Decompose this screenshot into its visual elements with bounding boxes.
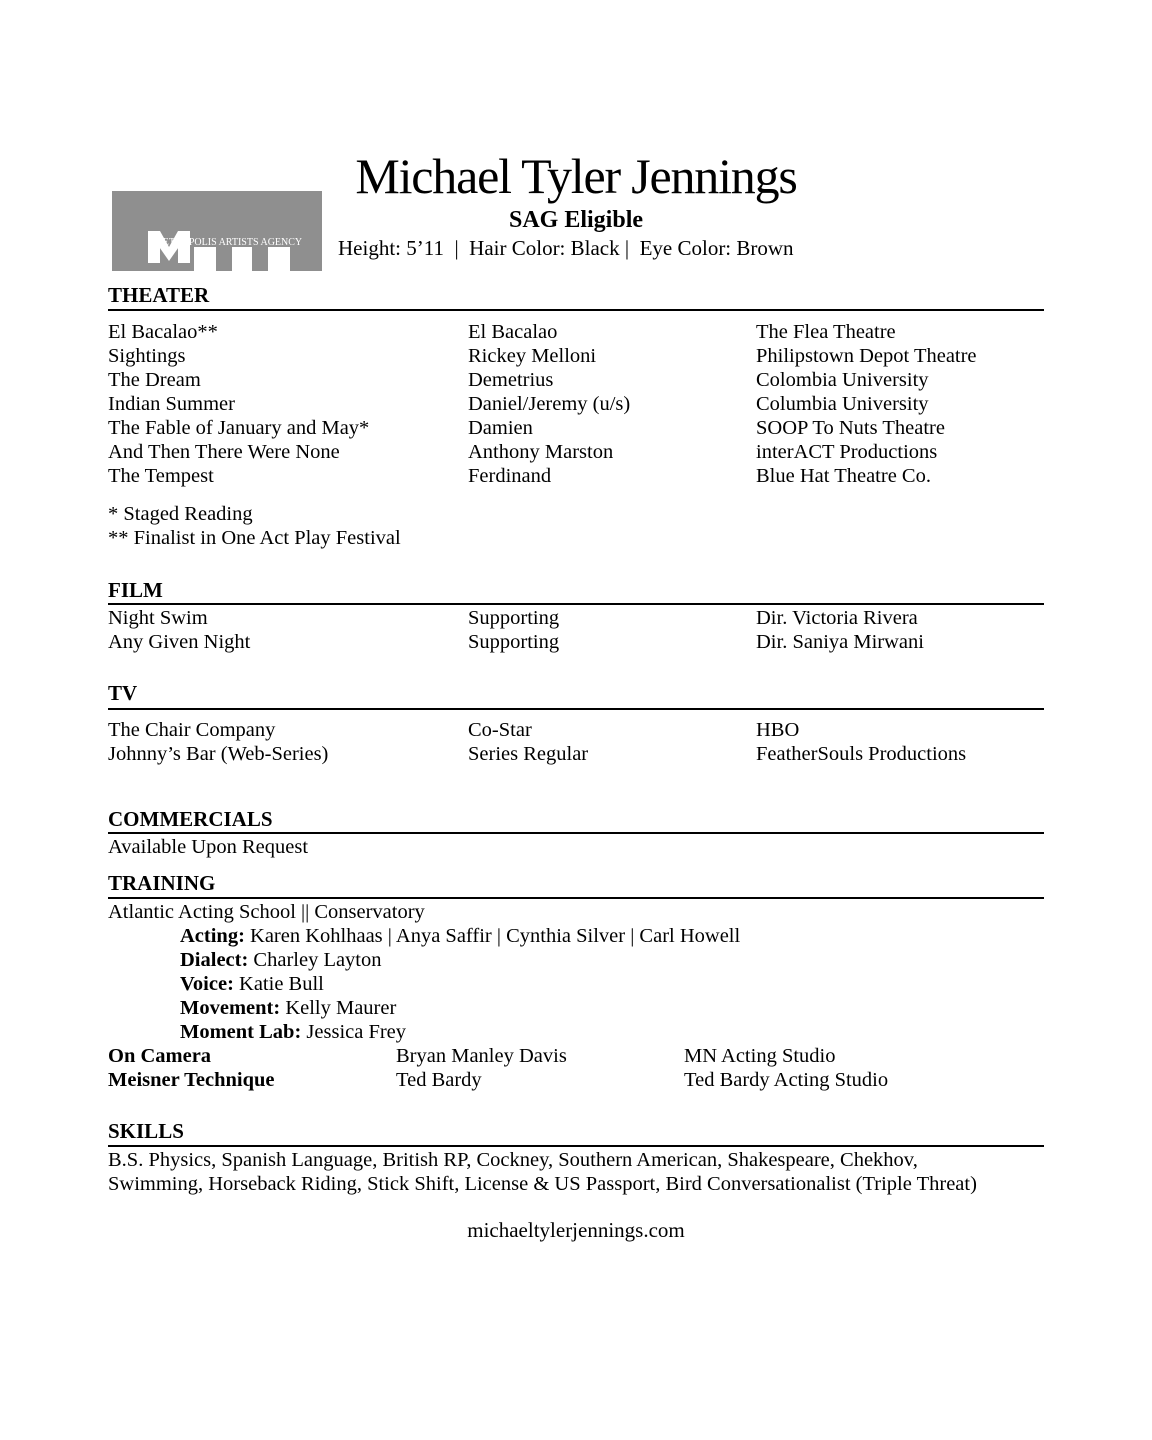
company-cell: interACT Productions [756, 441, 938, 463]
role-cell: Series Regular [468, 743, 589, 765]
film-row [108, 630, 1044, 654]
role-cell: Damien [468, 417, 533, 439]
title-cell: Any Given Night [108, 631, 251, 653]
company-cell: Columbia University [756, 393, 929, 415]
tv-row [108, 718, 1044, 742]
website-link[interactable]: michaeltylerjennings.com [467, 1218, 685, 1242]
company-cell: Dir. Saniya Mirwani [756, 631, 924, 653]
tv-divider [108, 708, 1044, 710]
training-teacher-line [180, 996, 396, 1020]
role-cell: Daniel/Jeremy (u/s) [468, 393, 631, 415]
theater-row [108, 416, 1044, 440]
title-cell: And Then There Were None [108, 441, 340, 463]
training-discipline: Voice: [180, 973, 234, 995]
training-teacher-line [180, 1020, 406, 1044]
title-cell: On Camera [108, 1045, 212, 1067]
physical-stats: Height: 5’11 | Hair Color: Black | Eye Color: Brown [338, 236, 794, 260]
role-cell: Demetrius [468, 369, 554, 391]
training-discipline: Dialect: [180, 949, 249, 971]
commercials-text: Available Upon Request [108, 836, 309, 858]
training-teacher-line [180, 948, 382, 972]
company-cell: Philipstown Depot Theatre [756, 345, 977, 367]
training-discipline: Moment Lab: [180, 1021, 302, 1043]
training-teachers-text: Jessica Frey [301, 1021, 407, 1043]
company-cell: The Flea Theatre [756, 321, 896, 343]
company-cell: SOOP To Nuts Theatre [756, 417, 945, 439]
skills-line-2: Swimming, Horseback Riding, Stick Shift, License & US Passport, Bird Conversationalist (Triple Threat) [108, 1173, 977, 1195]
role-cell: Ferdinand [468, 465, 552, 487]
film-row [108, 606, 1044, 630]
training-teachers-text: Charley Layton [248, 949, 382, 971]
theater-row [108, 392, 1044, 416]
theater-row [108, 440, 1044, 464]
role-cell: Ted Bardy [396, 1069, 482, 1091]
actor-name: Michael Tyler Jennings [355, 148, 797, 204]
film-heading: FILM [108, 578, 163, 602]
training-row [108, 1068, 1044, 1092]
company-cell: Ted Bardy Acting Studio [684, 1069, 889, 1091]
union-status: SAG Eligible [508, 207, 644, 233]
role-cell: Bryan Manley Davis [396, 1045, 567, 1067]
theater-heading: THEATER [108, 283, 210, 307]
company-cell: Colombia University [756, 369, 929, 391]
training-teacher-line [180, 924, 740, 948]
training-discipline: Movement: [180, 997, 281, 1019]
company-cell: FeatherSouls Productions [756, 743, 967, 765]
training-teacher-line [180, 972, 324, 996]
training-school: Atlantic Acting School || Conservatory [108, 901, 425, 923]
title-cell: Johnny’s Bar (Web-Series) [108, 743, 329, 765]
training-teachers-text: Karen Kohlhaas | Anya Saffir | Cynthia Silver | Carl Howell [244, 925, 741, 947]
skills-heading: SKILLS [108, 1119, 184, 1143]
skills-divider [108, 1145, 1044, 1147]
company-cell: MN Acting Studio [684, 1045, 836, 1067]
company-cell: Blue Hat Theatre Co. [756, 465, 931, 487]
agency-logo-text: METROPOLIS ARTISTS AGENCY [153, 237, 303, 248]
title-cell: The Dream [108, 369, 201, 391]
commercials-heading: COMMERCIALS [108, 807, 273, 831]
title-cell: The Chair Company [108, 719, 276, 741]
title-cell: Meisner Technique [108, 1069, 275, 1091]
training-heading: TRAINING [108, 871, 216, 895]
role-cell: Rickey Melloni [468, 345, 597, 367]
skills-line-1: B.S. Physics, Spanish Language, British RP, Cockney, Southern American, Shakespeare, Chekhov, [108, 1149, 918, 1171]
theater-note-staged: * Staged Reading [108, 503, 253, 525]
theater-row [108, 320, 1044, 344]
film-divider [108, 603, 1044, 605]
theater-row [108, 344, 1044, 368]
theater-row [108, 464, 1044, 488]
title-cell: The Tempest [108, 465, 214, 487]
company-cell: HBO [756, 719, 800, 741]
training-discipline: Acting: [180, 925, 245, 947]
title-cell: Night Swim [108, 607, 208, 629]
commercials-divider [108, 832, 1044, 834]
role-cell: Supporting [468, 607, 560, 629]
company-cell: Dir. Victoria Rivera [756, 607, 918, 629]
theater-row [108, 368, 1044, 392]
role-cell: Anthony Marston [468, 441, 614, 463]
theater-note-finalist: ** Finalist in One Act Play Festival [108, 527, 401, 549]
training-divider [108, 897, 1044, 899]
title-cell: Indian Summer [108, 393, 235, 415]
theater-divider [108, 309, 1044, 311]
role-cell: El Bacalao [468, 321, 558, 343]
tv-heading: TV [108, 681, 138, 705]
title-cell: El Bacalao** [108, 321, 218, 343]
role-cell: Co-Star [468, 719, 532, 741]
training-teachers-text: Kelly Maurer [280, 997, 397, 1019]
training-row [108, 1044, 1044, 1068]
role-cell: Supporting [468, 631, 560, 653]
title-cell: Sightings [108, 345, 186, 367]
title-cell: The Fable of January and May* [108, 417, 370, 439]
tv-row [108, 742, 1044, 766]
training-teachers-text: Katie Bull [233, 973, 324, 995]
